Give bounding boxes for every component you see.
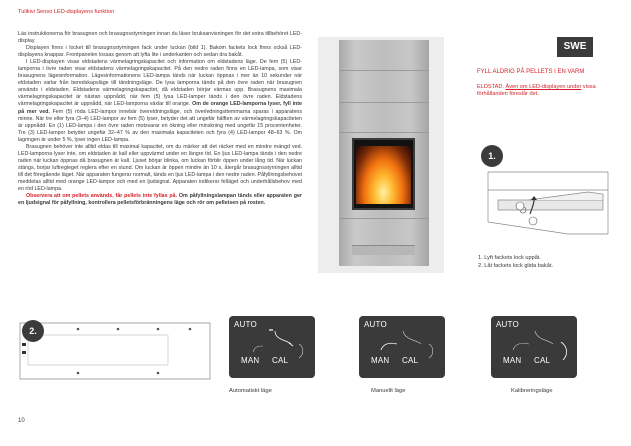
- display-calibration-mode: [491, 316, 577, 378]
- auto-label: AUTO: [234, 320, 257, 329]
- warning-body-post: vissa förhållanden föreslår det.: [477, 84, 596, 98]
- control-panel-grate: [352, 245, 415, 255]
- paragraph-pellets-warning: [18, 193, 302, 207]
- cal-label: CAL: [402, 356, 419, 365]
- cal-label: CAL: [272, 356, 289, 365]
- fire-image: [356, 146, 411, 204]
- led-info-continued: Fem (5) röda LED-lampor innebär övereldningsläge, och överledningsttemmarna sparas i apparatens minne. När tre eller fyra (3–4) LED-lampor av fem (5) lyser, betyder det att ungefär hälften av värmelagringskapaciteten är uppnådd. En (1) LED-lampa i den övre raden motsvarar en ökning eller minskning med ungefär 15 procentenheter. Tre (3) LED-lampor betyder ungefär 32–47 % av den maximala kapaciteten och fyra (4) LED-lampor 48–63 %. Om lagringen är under 5 %, lyser ingen LED-lampa.: [18, 108, 302, 143]
- man-label: MAN: [371, 356, 390, 365]
- page-number: 10: [18, 418, 25, 424]
- warning-body-underlined: Även om LED-displayen under: [505, 84, 582, 90]
- man-label: MAN: [503, 356, 522, 365]
- cal-label: CAL: [534, 356, 551, 365]
- warning-body-pre: ELDSTAD.: [477, 84, 506, 90]
- auto-label: AUTO: [364, 320, 387, 329]
- figure-1-steps: [478, 254, 553, 270]
- stone-joint: [339, 132, 429, 133]
- stone-joint: [339, 102, 429, 103]
- led-info-text: I LED-displayen visas eldstadens värmelagringskapacitet och information om eldstadens läge. De fem (5) LED-lamporna i övre raden visar eldstadens värmelagringskapacitet. På den nedre raden finns en LED-lampa, som visar brasugnens lägesinformation. Lägesinformationens LED-lampa tänds när luckan öppnas i mer än 10 sekunder när eldstaden varlar från beredskapsläge till tändningsläge. De lysa lamporna tänds på den övre raden när brasugnen används i eldstaden. Eldstadens värmelagringskapacitet, då eldstaden börjar värmas upp. Brasugnens maximala värmelagringskapacitet är nästan uppnådd, när fem (5) lysa LED-lamper tänds i den övre raden. Eldstadens värmelagringskapacitet är uppnådd, när LED-lamporna växlar till orange.: [18, 59, 302, 108]
- step-1: 1. Lyft fackets lock uppåt.: [478, 255, 541, 261]
- pellets-warning-red: Observera att om pellets används, får pellets inte fyllas på.: [26, 193, 178, 200]
- step-2: 2. Låt fackets lock glida bakåt.: [478, 263, 553, 269]
- stone-joint: [339, 218, 429, 219]
- man-label: MAN: [241, 356, 260, 365]
- figure-2-number: 2.: [22, 320, 44, 342]
- lid-diagram: [468, 142, 618, 250]
- display-manual-mode: [359, 316, 445, 378]
- auto-label: AUTO: [496, 320, 519, 329]
- paragraph-led-info: [18, 59, 302, 144]
- pellets-warning-bold: Om påfyllningslampan tänds eller apparaten ger en ljudsignal för påfyllning, kontrollera pelletsförbränningens läge och rör om pelletsen på rosten.: [18, 193, 302, 207]
- caption-auto: Automatiskt läge: [229, 388, 272, 394]
- caption-manual: Manuellt läge: [371, 388, 406, 394]
- language-badge: SWE: [557, 37, 593, 57]
- figure-1-number: 1.: [481, 145, 503, 167]
- paragraph-usage: Brasugnen behöver inte alltid eldas till maximal kapacitet, om du märker att det räcker med en mindre mängd ved. LED-lamporna lyser inte, om eldstaden är kall eller uppvärmd under en längre tid. En ljus LED-lampa tänds i den nedre raden när luckan öppnas då brasugnen är kall. Ljuset börjar blinka, om luckan förblir öppen under lång tid. När luckan stängs, borjar luftregleget reglera efter en stund. Om luckan är öppen mindre än 10 s, återgår brasugnsstyrningen alltid till det föregående läget. När apparaten fungerar normalt, tänds en ljus LED-lampa i den nedre raden. Påfyllningsbehovet meddelas alltid med orange LED-lampor och med en ljudsignal. Apparaten indikerar felläget och underhållsbehov med en röd LED-lampa.: [18, 143, 302, 193]
- warning-title: FYLL ALDRIG PÅ PELLETS I EN VARM: [477, 69, 585, 75]
- body-text: [18, 31, 302, 207]
- stone-joint: [339, 70, 429, 71]
- warning-body: [477, 84, 617, 98]
- page-header: Tulikivi Senso LED-displayens funktion: [18, 9, 115, 15]
- orange-led-warning: Om de orange LED-lamporna lyser, fyll inte på mer ved.: [18, 101, 302, 115]
- led-panel-diagram: [18, 321, 212, 381]
- caption-calibration: Kalibreringsläge: [511, 388, 553, 394]
- paragraph-display-location: Displayen finns i locket till brasugnsstyrningen fack under luckan (bild 1). Bakom fackets lock finns också LED-displayens knappar. Frontpanelen lossas genom att lyfta lite i underkanten och sedan dra bakåt.: [18, 45, 302, 59]
- paragraph-intro: Läs instruktionerna för brasugnen och brasugnsstyrningen innan du läser bruksanvisningen för det extra tillbehöret LED-display.: [18, 31, 302, 45]
- display-auto-mode: [229, 316, 315, 378]
